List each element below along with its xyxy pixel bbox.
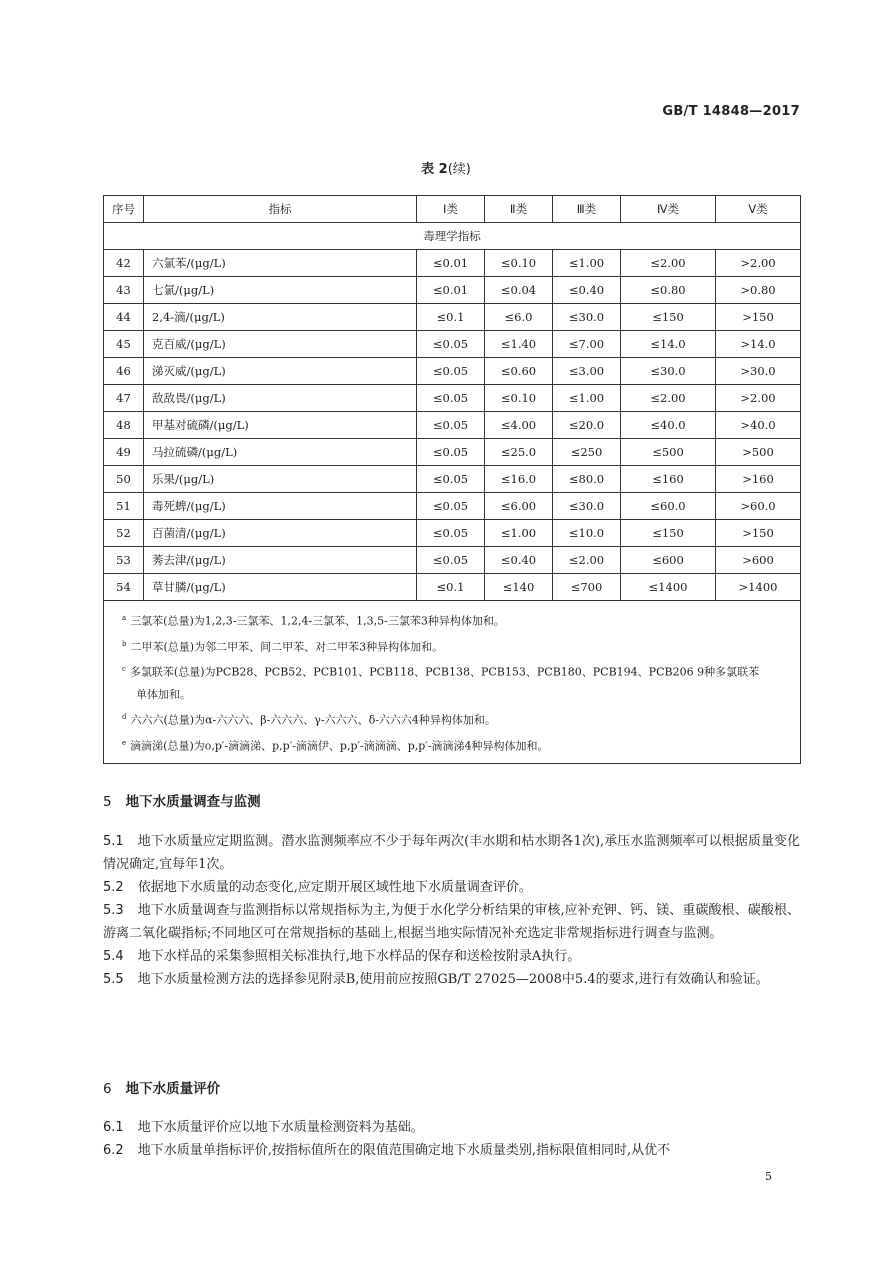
table-footnote (122, 658, 790, 706)
limit-value: ≤0.1 (417, 304, 485, 331)
row-number: 51 (104, 493, 144, 520)
clause-text: 依据地下水质量的动态变化,应定期开展区域性地下水质量调查评价。 (137, 880, 532, 895)
clause-number: 6.2 (103, 1143, 124, 1158)
footnote-mark: e (122, 738, 127, 747)
header-cell: Ⅲ类 (553, 196, 621, 223)
limit-value: ≤0.10 (485, 250, 553, 277)
row-number: 54 (104, 574, 144, 601)
indicator-name: 克百威/(μg/L) (144, 331, 417, 358)
clause-paragraph (103, 968, 800, 991)
footnote-mark: d (122, 712, 127, 721)
limit-value: ≤160 (621, 466, 716, 493)
limit-value: ≤80.0 (553, 466, 621, 493)
limit-value: ≤60.0 (621, 493, 716, 520)
limit-value: ≤0.04 (485, 277, 553, 304)
limit-value: ≤30.0 (621, 358, 716, 385)
limit-value: ≤0.1 (417, 574, 485, 601)
limit-value: ≤0.05 (417, 493, 485, 520)
table-caption-label: 表 2 (421, 162, 448, 177)
clause-number: 5.1 (103, 834, 124, 849)
limit-value: >2.00 (716, 250, 801, 277)
row-number: 47 (104, 385, 144, 412)
header-cell: Ⅳ类 (621, 196, 716, 223)
clause-paragraph (103, 876, 800, 899)
table-row (104, 358, 801, 385)
clause-text: 地下水质量调查与监测指标以常规指标为主,为便于水化学分析结果的审核,应补充钾、钙、镁、重碳酸根、碳酸根、游离二氧化碳指标;不同地区可在常规指标的基础上,根据当地实际情况补充选定非常规指标进行调查与监测。 (103, 903, 800, 941)
footnote-text: 滴滴涕(总量)为o,p′-滴滴涕、p,p′-滴滴伊、p,p′-滴滴滴、p,p′-滴滴涕4种异构体加和。 (130, 739, 549, 753)
limit-value: ≤4.00 (485, 412, 553, 439)
footnote-mark: c (122, 665, 126, 674)
limit-value: ≤2.00 (621, 385, 716, 412)
standards-table (103, 195, 801, 764)
limit-value: ≤1.00 (553, 385, 621, 412)
footnote-text: 六六六(总量)为α-六六六、β-六六六、γ-六六六、δ-六六六4种异构体加和。 (130, 713, 496, 727)
limit-value: ≤0.80 (621, 277, 716, 304)
clause-number: 6.1 (103, 1120, 124, 1135)
section-5-body (0, 830, 800, 991)
row-number: 44 (104, 304, 144, 331)
table-row (104, 277, 801, 304)
table-footnote (122, 633, 790, 659)
header-cell: Ⅱ类 (485, 196, 553, 223)
footnote-mark: a (122, 614, 127, 622)
section-number: 5 (103, 794, 112, 810)
limit-value: ≤0.01 (417, 277, 485, 304)
limit-value: >160 (716, 466, 801, 493)
limit-value: ≤0.05 (417, 547, 485, 574)
clause-text: 地下水质量评价应以地下水质量检测资料为基础。 (137, 1120, 424, 1135)
page-number: 5 (765, 1170, 772, 1183)
limit-value: ≤1.00 (485, 520, 553, 547)
clause-number: 5.2 (103, 880, 124, 895)
table-footnote (122, 732, 790, 758)
limit-value: ≤6.00 (485, 493, 553, 520)
row-number: 43 (104, 277, 144, 304)
limit-value: ≤2.00 (621, 250, 716, 277)
limit-value: ≤20.0 (553, 412, 621, 439)
table-header-row (104, 196, 801, 223)
limit-value: >1400 (716, 574, 801, 601)
clause-paragraph (103, 899, 800, 945)
indicator-name: 毒死蜱/(μg/L) (144, 493, 417, 520)
limit-value: ≤0.05 (417, 466, 485, 493)
limit-value: ≤0.05 (417, 439, 485, 466)
limit-value: >600 (716, 547, 801, 574)
section-label: 毒理学指标 (104, 223, 801, 250)
table-row (104, 412, 801, 439)
clause-text: 地下水质量应定期监测。潜水监测频率应不少于每年两次(丰水期和枯水期各1次),承压水监测频率可以根据质量变化情况确定,宜每年1次。 (103, 834, 800, 872)
clause-number: 5.3 (103, 903, 124, 918)
indicator-name: 甲基对硫磷/(μg/L) (144, 412, 417, 439)
limit-value: >150 (716, 520, 801, 547)
footnote-text: 多氯联苯(总量)为PCB28、PCB52、PCB101、PCB118、PCB138、PCB153、PCB180、PCB194、PCB206 9种多氯联苯 (129, 665, 760, 679)
section-number: 6 (103, 1081, 112, 1097)
indicator-name: 七氯/(μg/L) (144, 277, 417, 304)
limit-value: ≤2.00 (553, 547, 621, 574)
limit-value: ≤16.0 (485, 466, 553, 493)
section-5-heading (103, 790, 261, 810)
row-number: 48 (104, 412, 144, 439)
limit-value: ≤0.05 (417, 520, 485, 547)
table-row (104, 493, 801, 520)
table-row (104, 520, 801, 547)
row-number: 46 (104, 358, 144, 385)
indicator-name: 乐果/(μg/L) (144, 466, 417, 493)
indicator-name: 涕灭威/(μg/L) (144, 358, 417, 385)
standard-number: GB/T 14848—2017 (662, 104, 800, 119)
row-number: 50 (104, 466, 144, 493)
limit-value: ≤40.0 (621, 412, 716, 439)
footnote-text: 三氯苯(总量)为1,2,3-三氯苯、1,2,4-三氯苯、1,3,5-三氯苯3种异构体加和。 (130, 614, 505, 628)
footnote-continuation: 单体加和。 (136, 687, 191, 701)
section-title: 地下水质量调查与监测 (125, 794, 261, 810)
indicator-name: 莠去津/(μg/L) (144, 547, 417, 574)
clause-paragraph (103, 1116, 800, 1139)
limit-value: >40.0 (716, 412, 801, 439)
clause-paragraph (103, 1139, 800, 1162)
indicator-name: 六氯苯/(μg/L) (144, 250, 417, 277)
indicator-name: 草甘膦/(μg/L) (144, 574, 417, 601)
limit-value: >0.80 (716, 277, 801, 304)
limit-value: ≤0.01 (417, 250, 485, 277)
section-6-heading (103, 1077, 220, 1097)
limit-value: ≤140 (485, 574, 553, 601)
limit-value: ≤700 (553, 574, 621, 601)
limit-value: ≤10.0 (553, 520, 621, 547)
table-caption (0, 158, 892, 177)
limit-value: >60.0 (716, 493, 801, 520)
clause-paragraph (103, 830, 800, 876)
limit-value: ≤0.05 (417, 412, 485, 439)
limit-value: ≤0.60 (485, 358, 553, 385)
table-row (104, 439, 801, 466)
footnote-text: 二甲苯(总量)为邻二甲苯、间二甲苯、对二甲苯3种异构体加和。 (130, 640, 444, 654)
limit-value: ≤150 (621, 304, 716, 331)
limit-value: >150 (716, 304, 801, 331)
limit-value: ≤500 (621, 439, 716, 466)
table-row (104, 385, 801, 412)
limit-value: ≤1.00 (553, 250, 621, 277)
table-row (104, 250, 801, 277)
limit-value: >30.0 (716, 358, 801, 385)
indicator-name: 百菌清/(μg/L) (144, 520, 417, 547)
limit-value: ≤7.00 (553, 331, 621, 358)
limit-value: ≤0.05 (417, 385, 485, 412)
limit-value: ≤3.00 (553, 358, 621, 385)
limit-value: ≤250 (553, 439, 621, 466)
limit-value: ≤0.05 (417, 331, 485, 358)
limit-value: ≤6.0 (485, 304, 553, 331)
row-number: 45 (104, 331, 144, 358)
limit-value: ≤30.0 (553, 304, 621, 331)
limit-value: ≤0.40 (485, 547, 553, 574)
limit-value: ≤14.0 (621, 331, 716, 358)
indicator-name: 2,4-滴/(μg/L) (144, 304, 417, 331)
clause-text: 地下水质量检测方法的选择参见附录B,使用前应按照GB/T 27025—2008中5.4的要求,进行有效确认和验证。 (137, 972, 769, 987)
limit-value: ≤30.0 (553, 493, 621, 520)
limit-value: ≤150 (621, 520, 716, 547)
table-notes-row (104, 601, 801, 764)
table-row (104, 331, 801, 358)
limit-value: ≤1400 (621, 574, 716, 601)
limit-value: ≤0.10 (485, 385, 553, 412)
row-number: 53 (104, 547, 144, 574)
section-6-body (0, 1116, 697, 1162)
table-footnote (122, 607, 790, 633)
table-notes (104, 601, 801, 764)
section-title: 地下水质量评价 (125, 1081, 221, 1097)
limit-value: ≤0.40 (553, 277, 621, 304)
limit-value: >14.0 (716, 331, 801, 358)
table-caption-suffix: (续) (447, 162, 471, 177)
table-row (104, 547, 801, 574)
indicator-name: 敌敌畏/(μg/L) (144, 385, 417, 412)
limit-value: ≤1.40 (485, 331, 553, 358)
header-cell: 指标 (144, 196, 417, 223)
row-number: 49 (104, 439, 144, 466)
footnote-mark: b (122, 639, 127, 648)
limit-value: >500 (716, 439, 801, 466)
clause-text: 地下水样品的采集参照相关标准执行,地下水样品的保存和送检按附录A执行。 (137, 949, 581, 964)
limit-value: ≤25.0 (485, 439, 553, 466)
header-cell: 序号 (104, 196, 144, 223)
clause-number: 5.4 (103, 949, 124, 964)
table-row (104, 304, 801, 331)
header-cell: Ⅴ类 (716, 196, 801, 223)
table-section-row (104, 223, 801, 250)
clause-number: 5.5 (103, 972, 124, 987)
clause-paragraph (103, 945, 800, 968)
table-footnote (122, 706, 790, 732)
table-row (104, 574, 801, 601)
indicator-name: 马拉硫磷/(μg/L) (144, 439, 417, 466)
header-cell: Ⅰ类 (417, 196, 485, 223)
limit-value: >2.00 (716, 385, 801, 412)
table-row (104, 466, 801, 493)
limit-value: ≤600 (621, 547, 716, 574)
row-number: 52 (104, 520, 144, 547)
limit-value: ≤0.05 (417, 358, 485, 385)
row-number: 42 (104, 250, 144, 277)
clause-text: 地下水质量单指标评价,按指标值所在的限值范围确定地下水质量类别,指标限值相同时,从优不 (137, 1143, 671, 1158)
